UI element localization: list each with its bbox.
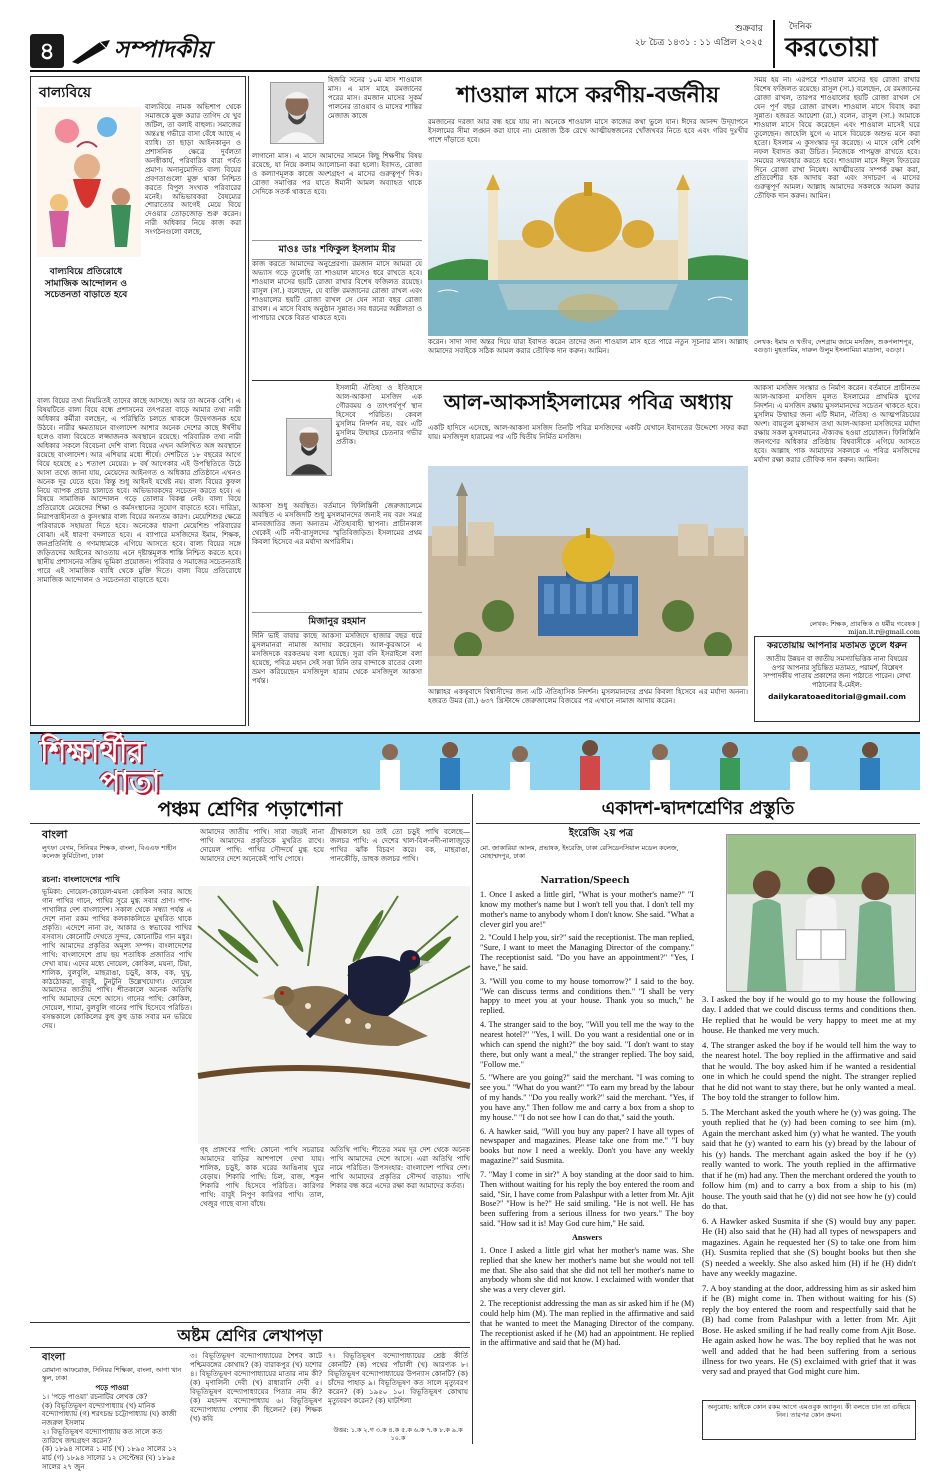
mcq-options-2: (ক) ১৮৯৪ সালের ১ মার্চ (খ) ১৮৯৫ সালের ১২ মার্চ (গ) ১৮৯৪ সালের ১২ সেপ্টেম্বর (ঘ) ১৮৯৫ সালের ২৭ জুন: [42, 1445, 177, 1471]
class-five-text-col-b-lower: গৃহ প্রাঙ্গণের পাখি: কোনো পাখি সচরাচর আমাদের বাড়ির আশপাশে দেখা যায়। শালিক, চড়ুই, কাক ঘরের আঙিনায় ঘুরে বেড়ায়। শিকারি পাখি: চিল, বাজ, শকুন শিকারি পাখি হিসেবে পরিচিত। কারিগর পাখি: বাবুই নিপুণ কারিগর পাখি। তাল, খেজুর গাছে বাসা বাঁধে।: [200, 1146, 324, 1208]
mcq-question-2: ২। বিভূতিভূষণ বন্দ্যোপাধ্যায় কত সালে কত তারিখে জন্মগ্রহণ করেন?: [42, 1427, 163, 1445]
article-shawwal: [252, 76, 920, 376]
hsc-answer-2: 2. The receptionist addressing the man as sir asked him if he (M) could help him (M). The man replied in the affirmative and said that he wanted to meet the Managing Director of the company. The receptionist asked if he (M) had an appointment. He replied in the affirmative and said that he (M) had.: [480, 1299, 694, 1348]
opinion-box-description: জাতীয় উন্নয়ন বা জাতীয় সমস্যাভিত্তিক নানা বিষয়ের ওপর আপনার সুচিন্তিত মতামত, পরামর্শ, বিশ্লেষণ সম্পাদকীয় পাতায় প্রকাশের জন্য পাঠাতে পারেন। লেখা পাঠানোর ই-মেইল:: [763, 655, 911, 689]
hsc-questions-column: [480, 890, 694, 1438]
class-eight-col-c: ৭। বিভূতিভূষণ বন্দ্যোপাধ্যায়ের শ্রেষ্ঠ কীর্তি কোনটি? (ক) পথের পাঁচালী (খ) আরণ্যক ৮। বিভূতিভূষণ বন্দ্যোপাধ্যায়ের উপন্যাস কোনটি? (ক) চাঁদের পাহাড় ৯। বিভূতিভূষণ কত সালে মৃত্যুবরণ করেন? (ক) ১৯৫০ ১০। বিভূতিভূষণ কোথায় মৃত্যুবরণ করেন? (ক) ঘাটশিলা: [328, 1352, 468, 1405]
editorial-pull-quote: বাল্যবিয়ে প্রতিরোধে সামাজিক আন্দোলন ও সচেতনতা বাড়াতে হবে: [44, 267, 128, 301]
author-photo: [270, 82, 324, 144]
class-eight-author: রোমানা আফরোজ, সিনিয়র শিক্ষিকা, বাংলা, আগা খান স্কুল, ঢাকা: [42, 1366, 182, 1382]
class-five-topic: রচনা: বাংলাদেশের পাখি: [42, 874, 120, 884]
hsc-answer-1: 1. Once I asked a little girl what her mother's name was. She replied that she knew her mother's name but she would not tell me that. She also said that she did not tell her mother's name to anybody whom she did not know. I exclaimed with wonder that she was a very clever girl.: [480, 1245, 694, 1295]
section-divider: [252, 380, 920, 381]
dome-of-the-rock-photo: [428, 466, 748, 686]
shawwal-headline: শাওয়াল মাসে করণীয়-বর্জনীয়: [456, 83, 720, 108]
hsc-answers-title: Answers: [571, 1233, 603, 1242]
mcq-question-1: ১। 'পড়ে পাওয়া' রচনাটির লেখক কে?: [42, 1392, 148, 1401]
mcq-options-1: (ক) বিভূতিভূষণ বন্দ্যোপাধ্যায় (খ) মানিক বন্দ্যোপাধ্যায় (গ) শরৎচন্দ্র চট্টোপাধ্যায় (ঘ) কাজী নজরুল ইসলাম: [42, 1401, 177, 1427]
hsc-subheading: ইংরেজি ২য় পত্র: [568, 828, 634, 839]
aqsa-body-1: আকসা শুধু অবস্থিত। বর্তমানে ফিলিস্তিনী জেরুজালেমে অবস্থিত এ মসজিদটি শুধু মুসলমানদের জন্যই নয় বরং সমগ্র মানবজাতির জন্য অন্যতম ঐতিহ্যবাহী স্থাপনা। প্রাচীনকাল থেকেই এটি নবী-রাসুলদের স্মৃতিবিজড়িত। ইসলামের প্রথম কিবলা হিসেবে এর মর্যাদা অপরিসীম।: [252, 502, 422, 546]
shawwal-left-column: [252, 76, 422, 322]
hsc-english-lesson: [476, 794, 920, 1444]
shawwal-mid-text-lower: করেন। সাদা সাদা অন্তর দিয়ে যারা ইবাদত করেন তাদের জন্য শাওয়াল মাস হতে পারে নতুন সূচনার মাস। আল্লাহ আমাদের সবাইকে সঠিক আমল করার তৌফিক দান করুন। আমিন।: [428, 338, 748, 355]
editorial-text-upper: বাল্যবিয়ে নামক অভিশাপ থেকে সমাজকে মুক্ত করার তাগিদ যে খুব জটিল, তা বলাই বাহুল্য। সমাজের অন্তঃস্থ গভীরে বাসা বেঁধে আছে এ ব্যাধি। তা ছাড়া আইনকানুন ও প্রশাসনিক ক্ষেত্রে দুর্বলতা অনস্বীকার্য, পরিবারিক বারা পর্বত প্রমাণ। অনানুমোদিত বাল্য বিয়ের প্রবণতাগুলো মুক্ত থাকা নিশ্চিত করতে বিপুল সংখ্যক পরিবারের মনেই। অভিভাবকরা বৈষম্যের শোরাতোর আগেই মেয়ে বিয়ে দেওয়ার তোড়জোড় শুরু করেন। নারী অধিকার নিয়ে কাজ করা সংগঠনগুলো বলছে,: [145, 103, 241, 237]
class-eight-lesson: [30, 1322, 470, 1471]
shawwal-author-note: লেখক: ইমাম ও খতীব, দেশগ্রাম জামে মসজিদ, শুকপলাশপুর, বগুড়া। মুহতামিম, দারুল উলুম ইসলামিয়া মাদ্রাসা, বগুড়া।: [754, 338, 914, 355]
page-number: ৪: [30, 34, 64, 68]
koel-bird-photo: [198, 886, 470, 1144]
class-eight-col-b: ৩। বিভূতিভূষণ বন্দ্যোপাধ্যায়ের শৈশব কাটে পশ্চিমবঙ্গের কোথায়? (ক) বারাকপুর (খ) যশোর ৪। বিভূতিভূষণ বন্দ্যোপাধ্যায়ের মাতার নাম কী? (ক) মৃণালিনী দেবী (খ) রাধারানি দেবী ৫। বিভূতিভূষণ বন্দ্যোপাধ্যায়ের পিতার নাম কী? (ক) মহানন্দ বন্দ্যোপাধ্যায় ৬। বিভূতিভূষণ বন্দ্যোপাধ্যায় পেশায় কী ছিলেন? (ক) শিক্ষক (খ) কবি: [190, 1352, 322, 1423]
hsc-question-2: 2. "Could I help you, sir?" said the receptionist. The man replied, "Sure, I want to meet the Managing Director of the company." The receptionist said. "Do you have an appointment?" "Yes, I have," he said.: [480, 933, 694, 972]
hsc-section-title: Narration/Speech: [540, 876, 630, 886]
aqsa-intro: ইসলামী ঐতিহ্য ও ইতিহাসে আল-আকসা মসজিদ এক গৌরবময় ও তাৎপর্যপূর্ণ স্থান হিসেবে পরিচিত। কেবল মুসলিম নিদর্শন নয়, বরং এটি মুসলিম উম্মাহর চেতনার গভীর প্রতীক।: [336, 384, 422, 446]
article-al-aqsa: [252, 384, 920, 724]
class-five-text-col-b: আমাদের জাতীয় পাখি। সারা বছরই নানা পাখি আমাদের প্রকৃতিকে মুখরিত রাখে। দোয়েল পাখি: পাখির সৌন্দর্যে মুগ্ধ হয়ে আমাদের দেশে অনেকেই পাখি পোষে।: [200, 828, 324, 863]
class-five-text-col-a: ভূমিকা: দোয়েল-কোয়েল-ময়না কোকিল সবার আছে গান পাখির গানে, পাখির সুরে মুগ্ধ সবার প্রাণ। পাখ-পাখালির দেশ বাংলাদেশ। সকাল থেকে সন্ধ্যা পর্যন্ত এ দেশে নানা রকম পাখির কলকাকলিতে মুখরিত থাকে প্রকৃতি। এদেশে নানা রং, আকার ও স্বভাবের পাখির বসবাস। কোনোটি দেখতে সুন্দর, কোনোটির গান মধুর। পাখি আমাদের প্রকৃতির অমূল্য সম্পদ। বাংলাদেশের পাখি: বাংলাদেশে প্রায় ছয় শতাধিক প্রজাতির পাখি দেখা যায়। এদের মধ্যে দোয়েল, কোকিল, ময়না, টিয়া, শালিক, বুলবুলি, মাছরাঙা, চড়ুই, কাক, বক, ঘুঘু, কাঠঠোকরা, বাবুই, টুনটুনি উল্লেখযোগ্য। দোয়েল আমাদের জাতীয় পাখি। শীতকালে অনেক অতিথি পাখি আমাদের দেশে আসে। গানের পাখি: কোকিল, দোয়েল, শ্যামা, বুলবুলি গানের পাখি হিসেবে পরিচিত। বসন্তকালে কোকিলের কুহু কুহু ডাক সবার মন ভরিয়ে দেয়।: [42, 888, 192, 1031]
aqsa-right-column: আকসা মসজিদ সংস্কার ও নির্মাণ করেন। বর্তমানে প্রাচীনতম আল-আকসা মসজিদ মূলত ইসলামের প্রাথমিক যুগের নিদর্শন। এ মসজিদ রক্ষায় মুসলমানদের সচেতন থাকতে হবে। মুসলিম উম্মাহর জন্য এটি ঈমান, ঐতিহ্য ও আত্মপরিচয়ের অংশ। বায়তুল মুকাদ্দাস তথা আল-আকসা মসজিদের মর্যাদা রক্ষায় সকল মুসলমানের ঐক্যবদ্ধ হওয়া প্রয়োজন। ফিলিস্তিনি জনগণের অধিকার প্রতিষ্ঠায় বিশ্ববাসীকে এগিয়ে আসতে হবে। আল্লাহ পাক আমাদের সকলকে এ পবিত্র মসজিদের মর্যাদা রক্ষা করার তৌফিক দান করুন। আমিন।: [754, 384, 920, 464]
class-five-heading: পঞ্চম শ্রেণির পড়াশোনা: [30, 794, 470, 824]
class-five-lesson: [30, 794, 470, 1320]
hsc-heading: একাদশ-দ্বাদশশ্রেণির প্রস্তুতি: [476, 794, 920, 824]
class-five-text-col-c: গ্রীষ্মকালে হয় তাই তো চড়ুই পাখি বলেছে— জলচর পাখি: এ দেশের খাল-বিল-নদী-নালাজুড়ে পাখির ঝাঁক বিচরণ করে। বক, মাছরাঙা, পানকৌড়ি, ডাহুক জলচর পাখি।: [330, 828, 470, 863]
students-studying-photo: [726, 834, 916, 992]
hsc-question-7: 7. "May I come in sir?" A boy standing at the door said to him. Then without waiting for his reply the boy entered the room and said, "Sir, I have come from Palashpur with a letter from Mr. Ajit Bose?" "How is he?" He said smiling. "He is not well. He has been suffering from a serious illness for two years." The boy said. "How sad it is! May God cure him," He said.: [480, 1169, 694, 1229]
newspaper-brand: [773, 20, 923, 68]
hsc-answer-5: 5. The Merchant asked the youth where he (y) was going. The youth replied that he (y) had been coming to see him (m). Again the merchant asked him (y) what he wanted. The youth said that he (y) wanted to earn his (y) bread by the labour of his (y) hands. The merchant again asked the boy if he (y) really wanted to work. The youth replied in the affirmative that if he (m) had any. Then the merchant ordered the youth to follow him (m) and to carry a box from a ship to his (m) house. The youth said that he (y) did not see how he (y) could do that.: [702, 1106, 916, 1212]
hsc-question-3: 3. "Will you come to my house tomorrow?" I said to the boy. "We can discuss terms and conditions then." "I shall be very happy to meet you at your house. Thank you so much," he replied.: [480, 976, 694, 1016]
editorial-email-link[interactable]: dailykaratoaeditorial@gmail.com: [768, 692, 906, 702]
shawwal-mid-text: রমজানের দরজা আর বন্ধ হয়ে যায় না। অনেকে শাওয়াল মাসে কাজের কথা ভুলে যান। ঈদের আনন্দ উদ্‌যাপনে ইসলামের সীমা লঙ্ঘন করা যাবে না। মেজাজ ঠিক রেখে আত্মীয়স্বজনের খোঁজখবর নিতে হবে এবং গরিব দুঃখীর পাশে দাঁড়াতে হবে।: [428, 118, 748, 144]
child-bride-illustration: [37, 107, 141, 257]
opinion-box-title: করতোয়ায় আপনার মতামত তুলে ধরুন: [766, 641, 908, 651]
editorial-title: বাল্যবিয়ে: [39, 85, 92, 101]
hsc-question-5: 5. "Where are you going?" said the merchant. "I was coming to see you." "What do you want?" "To earn my bread by the labour of my hands." "Do you really work?" said the merchant. "Yes, if you have any." Then follow me and carry a box from a shop to my house." "I do not see how I can do that," said the youth.: [480, 1073, 694, 1122]
masthead-date: ২৮ চৈত্র ১৪৩১ : ১১ এপ্রিল ২০২৫: [634, 38, 763, 48]
class-eight-col-a: [42, 1383, 182, 1471]
author-photo: [286, 418, 332, 476]
brand-prefix: দৈনিক: [789, 22, 812, 32]
masthead-divider: [30, 70, 920, 72]
class-five-subject: বাংলা: [42, 828, 68, 841]
class-five-author: লুৎফা বেগম, সিনিয়র শিক্ষক, বাংলা, বিএএফ শাহীন কলেজ কুর্মিটোলা, ঢাকা: [42, 844, 177, 861]
hsc-answer-6: 6. A Hawker asked Susmita if she (S) would buy any paper. He (H) also said that he (H) had all types of newspapers and magazines. Again he requested her (S) to take one from him (H). Susmita replied that she (S) bought books but then she (S) needed a weekly. She also asked him (H) if he (H) didn't have any weekly magazine.: [702, 1215, 916, 1279]
shawwal-intro: হিজরি সনের ১০ম মাস শাওয়াল মাস। এ মাস মাহে রমজানের পরের মাস। রমজান মাসের সুকর্ম পালনের তাওয়াব ও মাসের শান্তির মেজাজ কাজে: [328, 76, 422, 120]
masthead-day: শুক্রবার: [735, 24, 763, 34]
editorial-text-lower: বাল্য বিয়ের তথ্য নিয়মিতই তাদের কাছে আসছে। আর তা অনেক বেশি। এ বিষয়টিতে বাল্য বিয়ে বন্ধে প্রশাসনের তৎপরতা বাড়ে আমার তথ্য নারী অধিকার কর্মীরা বলছেন, এ পরিস্থিতি চলতে থাকলে উদ্বেগজনক হয়ে উঠবে। নারীর ক্ষমতায়নে বাংলাদেশ আশার অনেক দেশের কাছে ঈর্ষণীয় হলেও বাল্য বিয়েতে লজ্জাজনক অবস্থানে রয়েছে। পরিবারিক তথ্য নারী অধিকার সকলে বিবেচনা দেশি বাল্য বিয়ের এখন অলিখিত অঙ্গ অবস্থানে রয়েছে বাংলাদেশ। আর এশিয়ার মধ্যে শীর্ষে। দেশটিতে ১৮ বছরের আগে বিয়ে হয়েছে ৫১ শতাংশ মেয়ের। ৮ বর্ষ আগেকার এই উপস্থিতিতে উঠে আসা তথ্যে জানা যায়, মেয়েদের আইনগত ও অধিকার প্রতিষ্ঠানে এখনও অনেক দূর যেতে হবে। কিন্তু শুধু আইনই যথেষ্ট নয়। বাল্য বিয়ের কুফল নিয়ে ব্যাপক প্রচার চালাতে হবে। অভিভাবকদের সচেতন করতে হবে। এ বিষয়ে সামাজিক আন্দোলন গড়ে তোলার বিকল্প নেই। বাল্য বিয়ে প্রতিরোধে মেয়েদের শিক্ষা ও কর্মসংস্থানের সুযোগ বাড়াতে হবে। দারিদ্র্য, নিরাপত্তাহীনতা ও কুসংস্কার বাল্য বিয়ের অন্যতম কারণ। মেয়েশিশুর ক্ষেত্রে পরিবারকে সহায়তা দিতে হবে। অনেকের ধারণা মেয়েশিশু পরিবারের বোঝা। এই ধারণা বদলাতে হবে। এ ব্যাপারে মসজিদের ইমাম, শিক্ষক, জনপ্রতিনিধি ও গণমাধ্যমকে এগিয়ে আসতে হবে। বাল্য বিয়ের সঙ্গে জড়িতদের আইনের আওতায় এনে দৃষ্টান্তমূলক শাস্তি নিশ্চিত করতে হবে। স্থানীয় প্রশাসনের সক্রিয় ভূমিকা প্রয়োজন। পরিবার ও সমাজের সচেতনতাই পারে এই সামাজিক ব্যাধি থেকে মুক্তি দিতে। বাল্য বিয়ে প্রতিরোধে সামাজিক আন্দোলন ও সচেতনতা বাড়াতে হবে।: [37, 397, 241, 585]
mosque-painting: [428, 160, 748, 336]
hsc-answers-column: [702, 994, 916, 1398]
shawwal-right-column: সময় হয় না। এরপরে শাওয়াল মাসের ছয় রোজা রাখার বিশেষ ফজিলত রয়েছে। রাসুল (সা.) বলেছেন, যে রমজানের রোজা রাখল, তারপর শাওয়ালের ছয়টি রোজা রাখল সে যেন পূর্ণ বছর রোজা রাখল। শাওয়াল মাসে বিবাহ করা সুন্নাত। হজরত আয়েশা (রা.) বলেন, রাসুল (সা.) আমাকে শাওয়াল মাসে বিয়ে করেছেন এবং শাওয়াল মাসেই ঘরে তুলেছেন। জাহেলি যুগে এ মাসে বিয়েকে অশুভ মনে করা হতো। ইসলাম এ কুসংস্কার দূর করেছে। এ মাসে বেশি বেশি নফল ইবাদত করা উচিত। নিজেকে পাপমুক্ত রাখতে হবে। সময়ের সদ্ব্যবহার করতে হবে। শাওয়াল মাসে ঈদুল ফিতরের দিনে রোজা রাখা নিষেধ। আত্মীয়তার সম্পর্ক রক্ষা করা, প্রতিবেশীর হক আদায় করা এবং সদাচরণ এ মাসের গুরুত্বপূর্ণ আমল। আল্লাহ আমাদের সকলকে আমল করার তৌফিক দান করুন। আমিন।: [754, 76, 920, 201]
hsc-answer-4: 4. The stranger asked the boy if he would tell him the way to the nearest hotel. The boy replied in the affirmative and said that he would. The boy asked him if he wanted a residential one in which he could spend the night. The stranger replied that he did not want to stay there, but he only wanted a meal. The boy told the stranger to follow him.: [702, 1039, 916, 1103]
hsc-question-1: 1. Once I asked a little girl, "What is your mother's name?" "I know my mother's name but I won't tell you that. I don't tell my mother's name to anybody whom I don't know. She said. "What a clever girl you are!": [480, 890, 694, 929]
student-page-title-line1: শিক্ষার্থীর: [40, 735, 144, 770]
aqsa-mid-text: একটি হাদিসে এসেছে, আল-আকসা মসজিদ তিনটি পবিত্র মসজিদের একটি যেখানে ইবাদতের উদ্দেশ্যে সফর করা যায়। মসজিদুল হারামের পর এটি দ্বিতীয় নির্মিত মসজিদ।: [428, 424, 748, 441]
hsc-footnote-box: অনুরোধ: ভাইকে কোন রকম আগে এমওবুক অ্যানুন। কী বলতে চান তা গুছিয়ে নিন। তারপর কোন ক্রমন।: [702, 1400, 916, 1440]
section-title: সম্পাদকীয়: [114, 37, 211, 63]
hsc-question-4: 4. The stranger said to the boy, "Will you tell me the way to the nearest hotel?" "Yes, I will. Do you want a residential one or in which can spend the night?" the boy said. "I don't want to stay there, but only want a meal," the stranger replied. The boy said, "Follow me.": [480, 1020, 694, 1069]
shawwal-byline: মাওঃ ডাঃ শফিকুল ইসলাম মীর: [252, 240, 422, 260]
student-page-banner: [30, 732, 920, 800]
aqsa-author-note: লেখক: শিক্ষক, প্রাবন্ধিক ও ধর্মীয় গবেষক | mijan.it.r@gmail.com: [809, 620, 920, 637]
column-divider: [472, 794, 473, 1444]
hsc-answer-7: 7. A boy standing at the door, addressing him as sir asked him if he (B) might come in. Then without waiting for his (S) reply the boy entered the room and respectfully said that he (B) had come from Palashpur with a letter from Mr. Ajit Bose. He asked smiling if he had really come from Ajit Bose. He again asked how he was. The boy replied that he was not well and added that he had been suffering from a serious illness for two years. He (S) exclaimed with grief that it was very sad and prayed that God might cure him.: [702, 1282, 916, 1377]
students-collage-image: [350, 736, 910, 790]
aqsa-byline: মিজানুর রহমান: [252, 612, 422, 632]
brand-name: করতোয়া: [785, 33, 878, 63]
aqsa-headline: আল-আকসাইসলামের পবিত্র অধ্যায়: [443, 390, 733, 414]
editorial-child-marriage: [30, 76, 246, 726]
opinion-submission-box: [754, 636, 920, 722]
student-page-title: [40, 735, 340, 800]
class-eight-subject: বাংলা: [42, 1352, 66, 1363]
masthead-left: [30, 34, 260, 68]
aqsa-mid-text-lower: আল্লাহর একত্ববাদে বিশ্বাসীদের জন্য এটি ঐতিহাসিক নিদর্শন। মুসলমানদের প্রথম কিবলা হিসেবে এর মর্যাদা অনন্য। হজরত উমর (রা.) ৬৩৭ খ্রিস্টাব্দে জেরুজালেম বিজয়ের পর এখানে নামাজ আদায় করেন।: [428, 688, 748, 705]
pen-nib-icon: [70, 38, 114, 64]
hsc-author: মো. জাকারিয়া আলম, প্রভাষক, ইংরেজি, ঢাকা রেসিডেনসিয়াল মডেল কলেজ, মোহাম্মদপুর, ঢাকা: [480, 844, 679, 860]
class-five-text-col-c-lower: অতিথি পাখি: শীতের সময় দূর দেশ থেকে অনেক পাখি আমাদের দেশে আসে। এরা অতিথি পাখি নামে পরিচিত। উপসংহার: বাংলাদেশ পাখির দেশ। পাখি আমাদের প্রকৃতির সৌন্দর্য বাড়ায়। পাখি শিকার বন্ধ করে এদের রক্ষা করা আমাদের কর্তব্য।: [330, 1146, 470, 1190]
aqsa-body-2: দিনি ভাই বাবার কাছে আকসা মসজিদে হাজার বছর ধরে মুসলমানরা নামাজ আদায় করেছেন। আল-কুরআনে এ মসজিদকে বরকতময় বলা হয়েছে। সুরা বনি ইসরাইলে বলা হয়েছে, পবিত্র মহান সেই সত্তা যিনি তার বান্দাকে রাতের বেলা ভ্রমণ করিয়েছেন মসজিদুল হারাম থেকে মসজিদুল আকসা পর্যন্ত।: [252, 632, 422, 685]
class-eight-heading: অষ্টম শ্রেণির লেখাপড়া: [30, 1322, 470, 1348]
shawwal-body-1: লাগানো মাস। এ মাসে আমাদের সামনে কিছু শিক্ষণীয় বিষয় রয়েছে, যা নিয়ে কলাম আলোচনা করা হলো। ইবাদত, রোজা ও কল্যাণমূলক কাজে অংশগ্রহণ এ মাসের গুরুত্বপূর্ণ দিক। রোজা সমাপ্তির পর যাতে ঈমানী আমল অব্যাহত থাকে সেদিকে সতর্ক থাকতে হবে।: [252, 152, 422, 196]
class-eight-section-label: পড়ে পাওয়া: [95, 1383, 129, 1392]
student-page-title-line2: পাতা: [100, 765, 161, 800]
hsc-answer-3: 3. I asked the boy if he would go to my house the following day. I added that we could discuss terms and conditions then. He replied that he would be very happy to meet me at my house. He thanked me very much.: [702, 994, 916, 1036]
class-eight-answers: উত্তর: ১.ক ২.গ ৩.ক ৪.ক ৫.ক ৬.ক ৭.ক ৮.ক ৯.ক ১০.ক: [333, 1426, 463, 1442]
hsc-question-6: 6. A hawker said, "Will you buy any paper? I have all types of newspaper and magazines. Please take one from me." "I buy books but now I need a weekly. Don't you have any weekly magazine?" said Susmita.: [480, 1126, 694, 1166]
column-divider: [248, 76, 249, 726]
shawwal-body-2: কাজ করতে আমাদের অনুপ্রেরণা। রমজান মাসে আমরা যে অভ্যাস গড়ে তুলেছি তা শাওয়াল মাসেও ধরে রাখতে হবে। শাওয়াল মাসের ছয়টি রোজা রাখার বিশেষ ফজিলত রয়েছে। রাসুল (সা.) বলেছেন, যে ব্যক্তি রমজানের রোজা রাখল এবং শাওয়ালের ছয়টি রোজা রাখল সে যেন সারা বছর রোজা রাখল। এ মাসে বিবাহ অনুষ্ঠান সুন্নাত। সব ধরনের অশ্লীলতা ও পাপাচার থেকে বিরত থাকতে হবে।: [252, 260, 422, 322]
